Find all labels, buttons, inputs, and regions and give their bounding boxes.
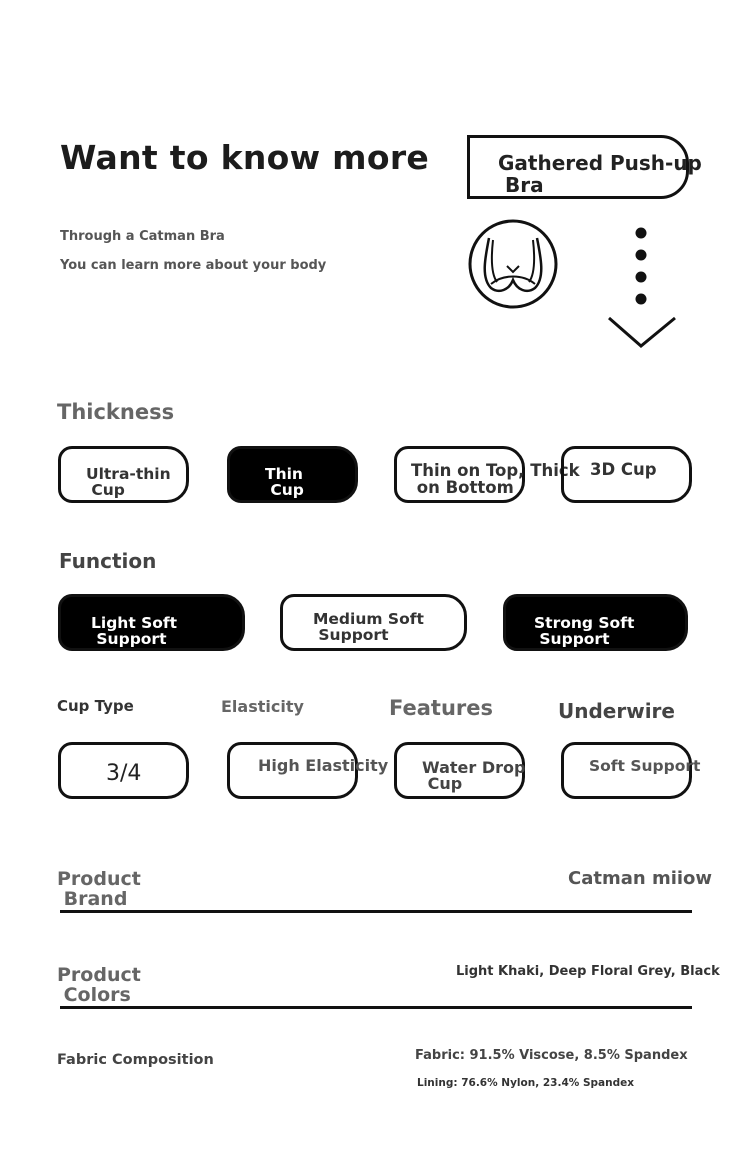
underwire-heading: Underwire bbox=[558, 699, 675, 723]
lining-value: Lining: 76.6% Nylon, 23.4% Spandex bbox=[417, 1077, 634, 1089]
down-arrow-icon bbox=[606, 222, 678, 350]
features-label: Water Drop Cup bbox=[422, 758, 526, 793]
underwire-label: Soft Support bbox=[589, 757, 701, 775]
cup-type-heading: Cup Type bbox=[57, 697, 134, 715]
features-heading: Features bbox=[389, 696, 493, 720]
function-option-light[interactable] bbox=[58, 594, 245, 651]
thickness-option-3d-cup[interactable] bbox=[561, 446, 692, 503]
elasticity-heading: Elasticity bbox=[221, 697, 304, 716]
brand-value: Catman miiow bbox=[568, 868, 713, 889]
divider bbox=[60, 1006, 692, 1009]
fabric-label: Fabric Composition bbox=[57, 1052, 214, 1068]
thickness-heading: Thickness bbox=[57, 400, 175, 424]
option-label: Ultra-thin Cup bbox=[86, 465, 171, 499]
subtitle-line-2: You can learn more about your body bbox=[60, 258, 327, 273]
brand-label: Product Brand bbox=[57, 868, 141, 910]
function-heading: Function bbox=[59, 549, 157, 573]
elasticity-label: High Elasticity bbox=[258, 756, 389, 775]
thickness-option-ultra-thin[interactable] bbox=[58, 446, 189, 503]
colors-label: Product Colors bbox=[57, 964, 141, 1006]
cup-type-label: 3/4 bbox=[106, 761, 142, 786]
bra-icon bbox=[467, 218, 559, 310]
fabric-value: Fabric: 91.5% Viscose, 8.5% Spandex bbox=[415, 1048, 688, 1063]
thickness-option-thin[interactable] bbox=[227, 446, 358, 503]
colors-value: Light Khaki, Deep Floral Grey, Black bbox=[456, 964, 720, 979]
style-badge-label: Gathered Push-up Bra bbox=[498, 151, 702, 197]
divider bbox=[60, 910, 692, 913]
page-title: Want to know more bbox=[60, 138, 430, 177]
function-option-strong[interactable] bbox=[503, 594, 688, 651]
option-label: 3D Cup bbox=[590, 460, 657, 479]
option-label: Medium Soft Support bbox=[313, 610, 424, 644]
function-option-medium[interactable] bbox=[280, 594, 467, 651]
subtitle-line-1: Through a Catman Bra bbox=[60, 229, 225, 244]
cup-type-value bbox=[58, 742, 189, 799]
option-label: Strong Soft Support bbox=[534, 614, 635, 648]
option-label: Light Soft Support bbox=[91, 614, 178, 648]
style-badge bbox=[467, 135, 702, 199]
option-label: Thin Cup bbox=[265, 465, 304, 499]
option-label: Thin on Top, Thick on Bottom bbox=[411, 461, 580, 497]
